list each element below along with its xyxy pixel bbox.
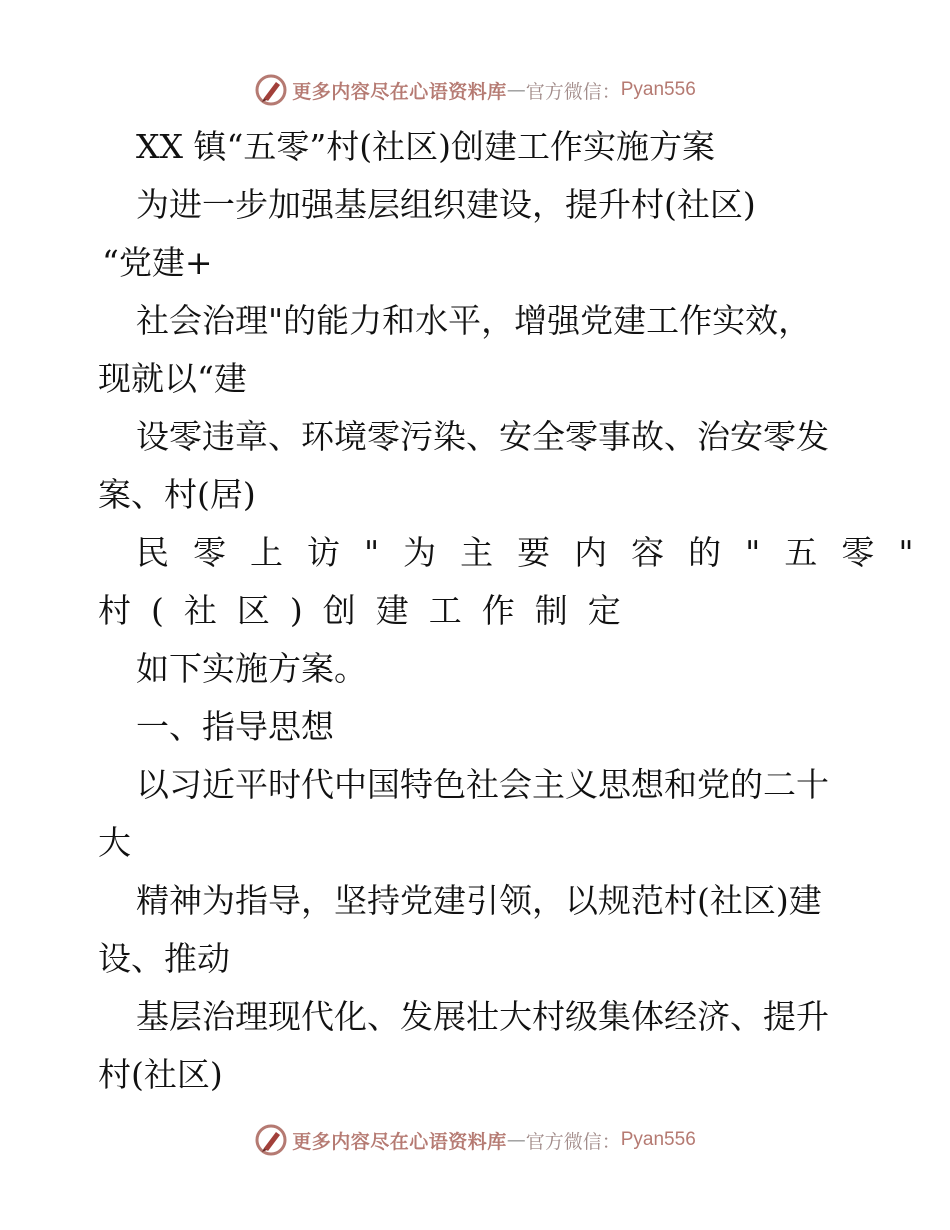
footer-slogan: 更多内容尽在心语资料库 (292, 1130, 507, 1153)
pen-seal-logo-icon (254, 1123, 288, 1157)
doc-title: XX 镇“五零”村(社区)创建工作实施方案 (136, 127, 715, 166)
doc-line: 村(社区)创建工作制定 (98, 591, 641, 630)
doc-line: 精神为指导，坚持党建引领，以规范村(社区)建 (136, 881, 822, 920)
doc-line: 设零违章、环境零污染、安全零事故、治安零发 (136, 417, 829, 456)
doc-line: 如下实施方案。 (136, 649, 367, 688)
footer-wechat-id: Pyan556 (620, 1129, 696, 1150)
doc-line: 设、推动 (98, 939, 230, 978)
document-body (98, 118, 938, 1104)
footer-banner (0, 1120, 950, 1160)
doc-line: 现就以“建 (98, 359, 247, 398)
doc-line: 大 (98, 823, 131, 862)
doc-line: 村(社区) (98, 1055, 223, 1094)
doc-line: 以习近平时代中国特色社会主义思想和党的二十 (136, 765, 829, 804)
header-banner (0, 70, 950, 110)
header-wechat-id: Pyan556 (620, 79, 696, 100)
doc-line: 为进一步加强基层组织建设，提升村(社区) (136, 185, 756, 224)
doc-line: “党建+ (102, 243, 213, 282)
doc-line: 社会治理"的能力和水平，增强党建工作实效， (136, 301, 812, 340)
doc-line: 案、村(居) (98, 475, 256, 514)
footer-wechat-label: 官方微信： (525, 1130, 621, 1153)
header-slogan: 更多内容尽在心语资料库 (292, 80, 507, 103)
pen-seal-logo-icon (254, 73, 288, 107)
doc-line: 基层治理现代化、发展壮大村级集体经济、提升 (136, 997, 829, 1036)
header-wechat-label: 官方微信： (525, 80, 621, 103)
section-heading: 一、指导思想 (136, 707, 334, 746)
doc-line: 民零上访"为主要内容的"五零" (136, 533, 938, 572)
footer-separator: — (506, 1129, 526, 1151)
header-separator: — (506, 79, 526, 101)
